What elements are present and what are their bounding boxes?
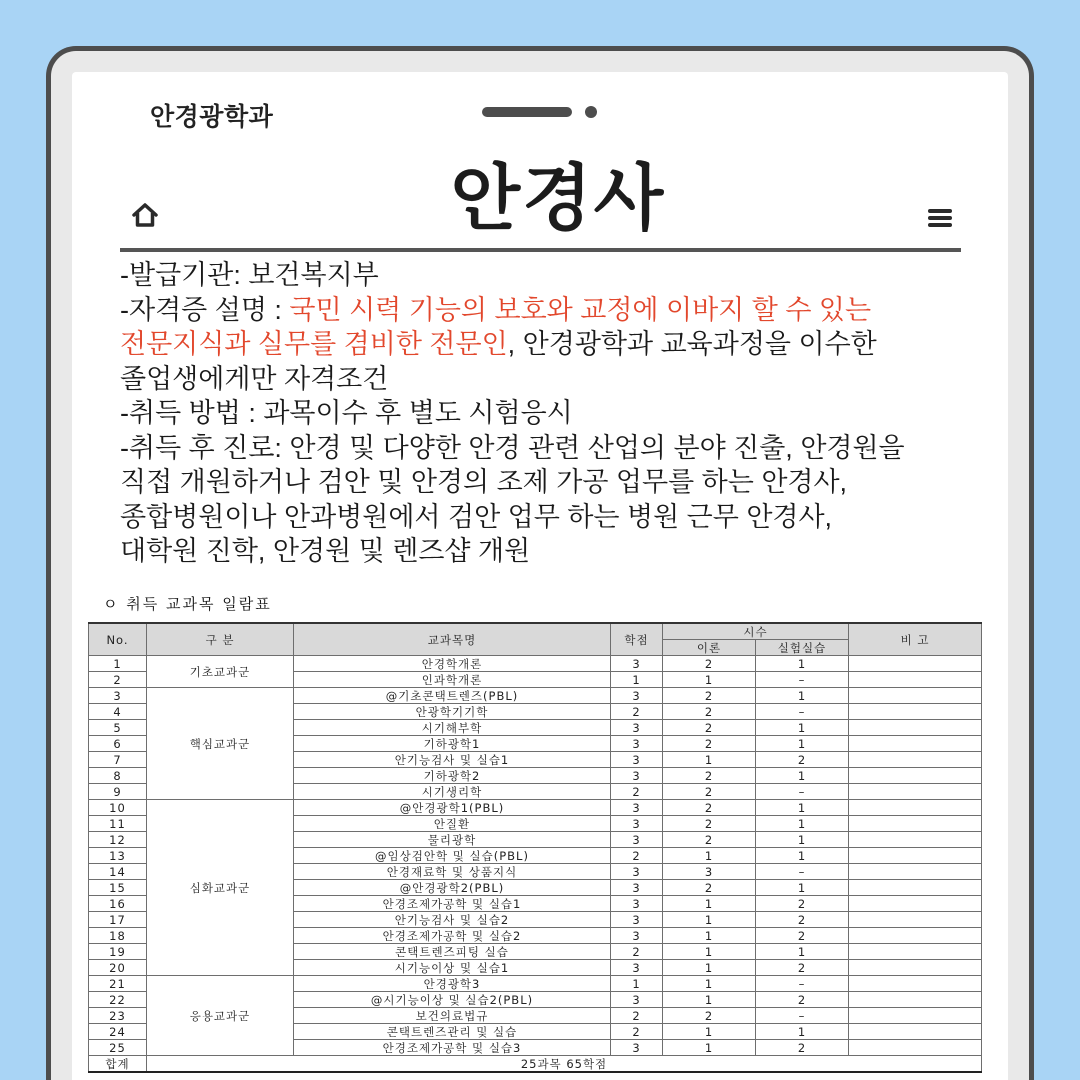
practice-hours-cell: 2 (756, 960, 849, 976)
credit-cell: 1 (611, 672, 663, 688)
note-cell (849, 800, 982, 816)
theory-hours-cell: 1 (663, 752, 756, 768)
theory-hours-cell: 2 (663, 656, 756, 672)
credit-cell: 2 (611, 704, 663, 720)
total-label: 합계 (89, 1056, 147, 1073)
subject-cell: 안경학개론 (294, 656, 611, 672)
practice-hours-cell: 2 (756, 752, 849, 768)
total-row (89, 1056, 982, 1073)
header-credit: 학점 (611, 623, 663, 656)
credit-cell: 2 (611, 1024, 663, 1040)
row-number-cell: 17 (89, 912, 147, 928)
credit-cell: 3 (611, 800, 663, 816)
credit-cell: 2 (611, 784, 663, 800)
subject-cell: 안광학기기학 (294, 704, 611, 720)
practice-hours-cell: 1 (756, 816, 849, 832)
subject-cell: @임상검안학 및 실습(PBL) (294, 848, 611, 864)
table-row (89, 656, 982, 672)
credit-cell: 3 (611, 880, 663, 896)
credit-cell: 2 (611, 1008, 663, 1024)
credit-cell: 3 (611, 720, 663, 736)
subject-cell: 시기능이상 및 실습1 (294, 960, 611, 976)
subject-cell: 콘택트렌즈관리 및 실습 (294, 1024, 611, 1040)
theory-hours-cell: 1 (663, 1040, 756, 1056)
subject-cell: 안경재료학 및 상품지식 (294, 864, 611, 880)
subject-cell: 시기해부학 (294, 720, 611, 736)
practice-hours-cell: 1 (756, 880, 849, 896)
description-line-2 (120, 327, 980, 362)
method-line: -취득 방법 : 과목이수 후 별도 시험응시 (120, 398, 573, 428)
credit-cell: 3 (611, 768, 663, 784)
practice-hours-cell: 2 (756, 928, 849, 944)
row-number-cell: 12 (89, 832, 147, 848)
theory-hours-cell: 3 (663, 864, 756, 880)
note-cell (849, 704, 982, 720)
practice-hours-cell: 1 (756, 848, 849, 864)
career-line-2: 직접 개원하거나 검안 및 안경의 조제 가공 업무를 하는 안경사, (120, 467, 848, 497)
header-note: 비 고 (849, 623, 982, 656)
total-value: 25과목 65학점 (147, 1056, 982, 1073)
row-number-cell: 5 (89, 720, 147, 736)
note-cell (849, 768, 982, 784)
subject-cell: 안질환 (294, 816, 611, 832)
description-line-3: 졸업생에게만 자격조건 (120, 363, 389, 394)
theory-hours-cell: 1 (663, 912, 756, 928)
note-cell (849, 1008, 982, 1024)
credit-cell: 3 (611, 816, 663, 832)
theory-hours-cell: 1 (663, 976, 756, 992)
practice-hours-cell: 1 (756, 720, 849, 736)
row-number-cell: 7 (89, 752, 147, 768)
row-number-cell: 19 (89, 944, 147, 960)
header-hours: 시수 (663, 623, 849, 640)
practice-hours-cell: 2 (756, 1040, 849, 1056)
page-title: 안경사 (450, 159, 666, 239)
practice-hours-cell: 1 (756, 768, 849, 784)
header-no: No. (89, 623, 147, 656)
theory-hours-cell: 2 (663, 784, 756, 800)
note-cell (849, 752, 982, 768)
theory-hours-cell: 2 (663, 816, 756, 832)
subject-cell: 안경광학3 (294, 976, 611, 992)
theory-hours-cell: 2 (663, 720, 756, 736)
note-cell (849, 688, 982, 704)
credit-cell: 2 (611, 848, 663, 864)
practice-hours-cell: 1 (756, 736, 849, 752)
note-cell (849, 656, 982, 672)
credit-cell: 3 (611, 688, 663, 704)
note-cell (849, 1024, 982, 1040)
note-cell (849, 960, 982, 976)
category-cell: 심화교과군 (147, 800, 294, 976)
theory-hours-cell: 2 (663, 688, 756, 704)
note-cell (849, 848, 982, 864)
note-cell (849, 1040, 982, 1056)
theory-hours-cell: 1 (663, 848, 756, 864)
category-cell: 응용교과군 (147, 976, 294, 1056)
row-number-cell: 8 (89, 768, 147, 784)
subject-cell: 물리광학 (294, 832, 611, 848)
table-header-row (89, 623, 982, 640)
credit-cell: 2 (611, 944, 663, 960)
header-subject: 교과목명 (294, 623, 611, 656)
row-number-cell: 2 (89, 672, 147, 688)
practice-hours-cell: – (756, 704, 849, 720)
practice-hours-cell: – (756, 864, 849, 880)
credit-cell: 3 (611, 736, 663, 752)
row-number-cell: 23 (89, 1008, 147, 1024)
subject-cell: @시기능이상 및 실습2(PBL) (294, 992, 611, 1008)
credit-cell: 3 (611, 656, 663, 672)
theory-hours-cell: 1 (663, 928, 756, 944)
subject-cell: 안경조제가공학 및 실습3 (294, 1040, 611, 1056)
subject-cell: 시기생리학 (294, 784, 611, 800)
note-cell (849, 944, 982, 960)
table-caption: ㅇ 취득 교과목 일람표 (103, 595, 272, 613)
credit-cell: 3 (611, 832, 663, 848)
subject-cell: 보건의료법규 (294, 1008, 611, 1024)
credit-cell: 3 (611, 752, 663, 768)
theory-hours-cell: 2 (663, 880, 756, 896)
subject-cell: @안경광학1(PBL) (294, 800, 611, 816)
subject-cell: 기하광학1 (294, 736, 611, 752)
note-cell (849, 928, 982, 944)
credit-cell: 3 (611, 992, 663, 1008)
row-number-cell: 9 (89, 784, 147, 800)
credit-cell: 3 (611, 960, 663, 976)
credit-cell: 3 (611, 864, 663, 880)
table-row (89, 800, 982, 816)
practice-hours-cell: 1 (756, 688, 849, 704)
practice-hours-cell: – (756, 1008, 849, 1024)
row-number-cell: 11 (89, 816, 147, 832)
row-number-cell: 22 (89, 992, 147, 1008)
subject-cell: @기초콘택트렌즈(PBL) (294, 688, 611, 704)
table-row (89, 976, 982, 992)
subject-cell: 안경조제가공학 및 실습2 (294, 928, 611, 944)
theory-hours-cell: 2 (663, 736, 756, 752)
note-cell (849, 976, 982, 992)
practice-hours-cell: 2 (756, 896, 849, 912)
practice-hours-cell: 1 (756, 1024, 849, 1040)
theory-hours-cell: 2 (663, 704, 756, 720)
description-line-1 (120, 293, 980, 328)
practice-hours-cell: 2 (756, 912, 849, 928)
theory-hours-cell: 1 (663, 960, 756, 976)
certificate-info (120, 258, 980, 569)
note-cell (849, 784, 982, 800)
row-number-cell: 15 (89, 880, 147, 896)
row-number-cell: 16 (89, 896, 147, 912)
row-number-cell: 25 (89, 1040, 147, 1056)
header-practice: 실험실습 (756, 640, 849, 656)
credit-cell: 3 (611, 1040, 663, 1056)
header-theory: 이론 (663, 640, 756, 656)
theory-hours-cell: 1 (663, 896, 756, 912)
credit-cell: 3 (611, 912, 663, 928)
row-number-cell: 18 (89, 928, 147, 944)
note-cell (849, 816, 982, 832)
speaker-bar (482, 107, 572, 117)
home-icon[interactable] (130, 202, 160, 228)
note-cell (849, 720, 982, 736)
camera-dot (585, 106, 597, 118)
menu-icon[interactable] (927, 208, 953, 228)
table-body (89, 656, 982, 1056)
row-number-cell: 14 (89, 864, 147, 880)
row-number-cell: 13 (89, 848, 147, 864)
description-highlight-1: 국민 시력 기능의 보호와 교정에 이바지 할 수 있는 (289, 294, 872, 325)
header-category: 구 분 (147, 623, 294, 656)
course-table (88, 622, 982, 1073)
description-highlight-2: 전문지식과 실무를 겸비한 전문인 (120, 329, 508, 359)
practice-hours-cell: – (756, 672, 849, 688)
practice-hours-cell: 1 (756, 800, 849, 816)
credit-cell: 1 (611, 976, 663, 992)
category-cell: 기초교과군 (147, 656, 294, 688)
theory-hours-cell: 2 (663, 832, 756, 848)
subject-cell: 인과학개론 (294, 672, 611, 688)
table-row (89, 688, 982, 704)
career-line-4: 대학원 진학, 안경원 및 렌즈샵 개원 (120, 536, 531, 566)
theory-hours-cell: 1 (663, 992, 756, 1008)
subject-cell: 기하광학2 (294, 768, 611, 784)
row-number-cell: 21 (89, 976, 147, 992)
description-label: -자격증 설명 : (120, 294, 290, 325)
note-cell (849, 880, 982, 896)
credit-cell: 3 (611, 896, 663, 912)
theory-hours-cell: 1 (663, 944, 756, 960)
row-number-cell: 6 (89, 736, 147, 752)
note-cell (849, 912, 982, 928)
theory-hours-cell: 2 (663, 800, 756, 816)
row-number-cell: 20 (89, 960, 147, 976)
row-number-cell: 10 (89, 800, 147, 816)
career-line-3: 종합병원이나 안과병원에서 검안 업무 하는 병원 근무 안경사, (120, 501, 833, 532)
credit-cell: 3 (611, 928, 663, 944)
subject-cell: 콘택트렌즈피팅 실습 (294, 944, 611, 960)
note-cell (849, 832, 982, 848)
career-line-1: -취득 후 진로: 안경 및 다양한 안경 관련 산업의 분야 진출, 안경원을 (120, 432, 905, 463)
practice-hours-cell: – (756, 976, 849, 992)
practice-hours-cell: 1 (756, 944, 849, 960)
subject-cell: @안경광학2(PBL) (294, 880, 611, 896)
row-number-cell: 24 (89, 1024, 147, 1040)
row-number-cell: 4 (89, 704, 147, 720)
description-rest-2: , 안경광학과 교육과정을 이수한 (507, 329, 877, 359)
practice-hours-cell: 1 (756, 832, 849, 848)
category-cell: 핵심교과군 (147, 688, 294, 800)
theory-hours-cell: 2 (663, 1008, 756, 1024)
subject-cell: 안기능검사 및 실습1 (294, 752, 611, 768)
practice-hours-cell: – (756, 784, 849, 800)
note-cell (849, 864, 982, 880)
note-cell (849, 672, 982, 688)
note-cell (849, 896, 982, 912)
department-label: 안경광학과 (150, 103, 274, 131)
practice-hours-cell: 1 (756, 656, 849, 672)
theory-hours-cell: 2 (663, 768, 756, 784)
subject-cell: 안경조제가공학 및 실습1 (294, 896, 611, 912)
subject-cell: 안기능검사 및 실습2 (294, 912, 611, 928)
issuer-line: -발급기관: 보건복지부 (120, 260, 379, 290)
practice-hours-cell: 2 (756, 992, 849, 1008)
title-divider (120, 248, 961, 252)
theory-hours-cell: 1 (663, 672, 756, 688)
row-number-cell: 1 (89, 656, 147, 672)
note-cell (849, 992, 982, 1008)
note-cell (849, 736, 982, 752)
theory-hours-cell: 1 (663, 1024, 756, 1040)
row-number-cell: 3 (89, 688, 147, 704)
